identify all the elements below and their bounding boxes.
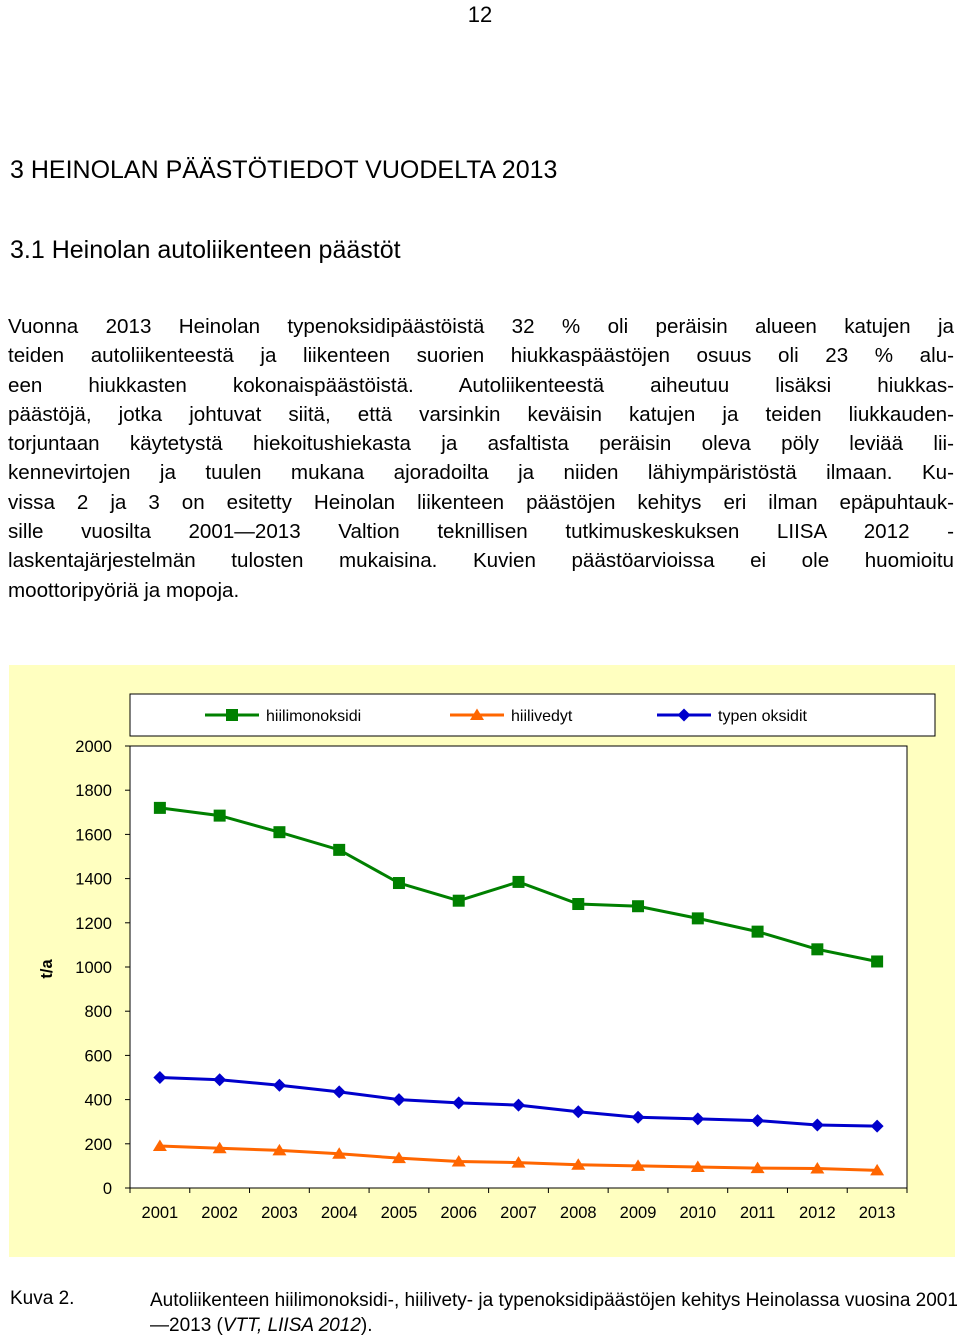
data-point <box>393 878 404 889</box>
y-tick-label: 1400 <box>75 870 112 889</box>
y-tick-label: 800 <box>84 1003 112 1022</box>
paragraph-line: teiden autoliikenteestä ja liikenteen suorien hiukkaspäästöjen osuus oli 23 % alu- <box>8 344 954 368</box>
paragraph-line: kennevirtojen ja tuulen mukana ajoradoilta ja niiden lähiympäristöstä ilmaan. Ku- <box>8 461 954 485</box>
caption-end: ). <box>360 1315 373 1336</box>
data-point <box>692 913 703 924</box>
legend-marker <box>227 710 238 721</box>
y-axis-label: t/a <box>38 959 56 979</box>
x-tick-label: 2008 <box>559 1204 597 1222</box>
caption-main: Autoliikenteen hiilimonoksidi-, hiilivety- ja typenoksidipäästöjen kehitys Heinolassa vuosina 2001—2013 ( <box>150 1290 958 1336</box>
x-tick-label: 2002 <box>201 1204 239 1222</box>
data-point <box>812 944 823 955</box>
y-tick-label: 1000 <box>75 959 112 977</box>
paragraph-line: sille vuosilta 2001—2013 Valtion teknillisen tutkimuskeskuksen LIISA 2012 - <box>8 520 954 544</box>
data-point <box>154 802 165 813</box>
figure-label: Kuva 2. <box>10 1288 75 1309</box>
x-tick-label: 2011 <box>739 1204 776 1222</box>
y-tick-label: 0 <box>102 1180 112 1198</box>
y-tick-label: 2000 <box>75 738 112 756</box>
data-point <box>274 827 285 838</box>
x-tick-label: 2007 <box>500 1204 537 1222</box>
paragraph-line: vissa 2 ja 3 on esitetty Heinolan liikenteen päästöjen kehitys eri ilman epäpuhtauk- <box>8 490 954 514</box>
data-point <box>453 895 464 906</box>
x-tick-label: 2001 <box>141 1204 179 1222</box>
data-point <box>214 810 225 821</box>
x-tick-label: 2013 <box>858 1204 896 1222</box>
paragraph-line: laskentajärjestelmän tulosten mukaisina. Kuvien päästöarvioissa ei ole huomioitu <box>8 549 954 573</box>
x-tick-label: 2005 <box>380 1204 418 1222</box>
section-heading: 3 HEINOLAN PÄÄSTÖTIEDOT VUODELTA 2013 <box>10 156 558 184</box>
legend-label: hiilimonoksidi <box>266 708 362 725</box>
y-tick-label: 200 <box>84 1135 112 1154</box>
data-point <box>633 901 644 912</box>
x-tick-label: 2012 <box>798 1204 836 1222</box>
x-tick-label: 2003 <box>261 1204 298 1222</box>
x-tick-label: 2006 <box>440 1204 478 1222</box>
caption-source: VTT, LIISA 2012 <box>222 1315 361 1336</box>
figure-caption <box>150 1288 960 1338</box>
data-point <box>334 844 345 855</box>
paragraph-line: moottoripyöriä ja mopoja. <box>8 578 240 602</box>
emissions-chart <box>9 665 955 1257</box>
subsection-heading: 3.1 Heinolan autoliikenteen päästöt <box>10 236 401 264</box>
y-tick-label: 1600 <box>75 826 112 845</box>
y-tick-label: 600 <box>84 1047 112 1066</box>
y-tick-label: 1800 <box>75 782 112 801</box>
data-point <box>513 876 524 887</box>
paragraph-line: een hiukkasten kokonaispäästöistä. Autoliikenteestä aiheutuu lisäksi hiukkas- <box>8 373 954 397</box>
y-tick-label: 400 <box>84 1091 112 1110</box>
paragraph-line: torjuntaan käytetystä hiekoitushiekasta ja asfaltista peräisin oleva pöly leviää lii- <box>8 432 954 456</box>
x-tick-label: 2010 <box>679 1204 717 1222</box>
page-number: 12 <box>467 2 493 27</box>
y-tick-label: 1200 <box>75 914 112 933</box>
paragraph-line: päästöjä, jotka johtuvat siitä, että varsinkin keväisin katujen ja teiden liukkauden- <box>8 402 954 426</box>
legend-label: typen oksidit <box>718 708 807 725</box>
chart-svg <box>9 665 955 1257</box>
body-paragraph <box>8 312 954 605</box>
legend-label: hiilivedyt <box>511 708 573 725</box>
data-point <box>752 926 763 937</box>
paragraph-line: Vuonna 2013 Heinolan typenoksidipäästöistä 32 % oli peräisin alueen katujen ja <box>8 315 954 338</box>
x-tick-label: 2004 <box>320 1204 358 1222</box>
data-point <box>573 899 584 910</box>
x-tick-label: 2009 <box>619 1204 657 1222</box>
data-point <box>872 956 883 967</box>
